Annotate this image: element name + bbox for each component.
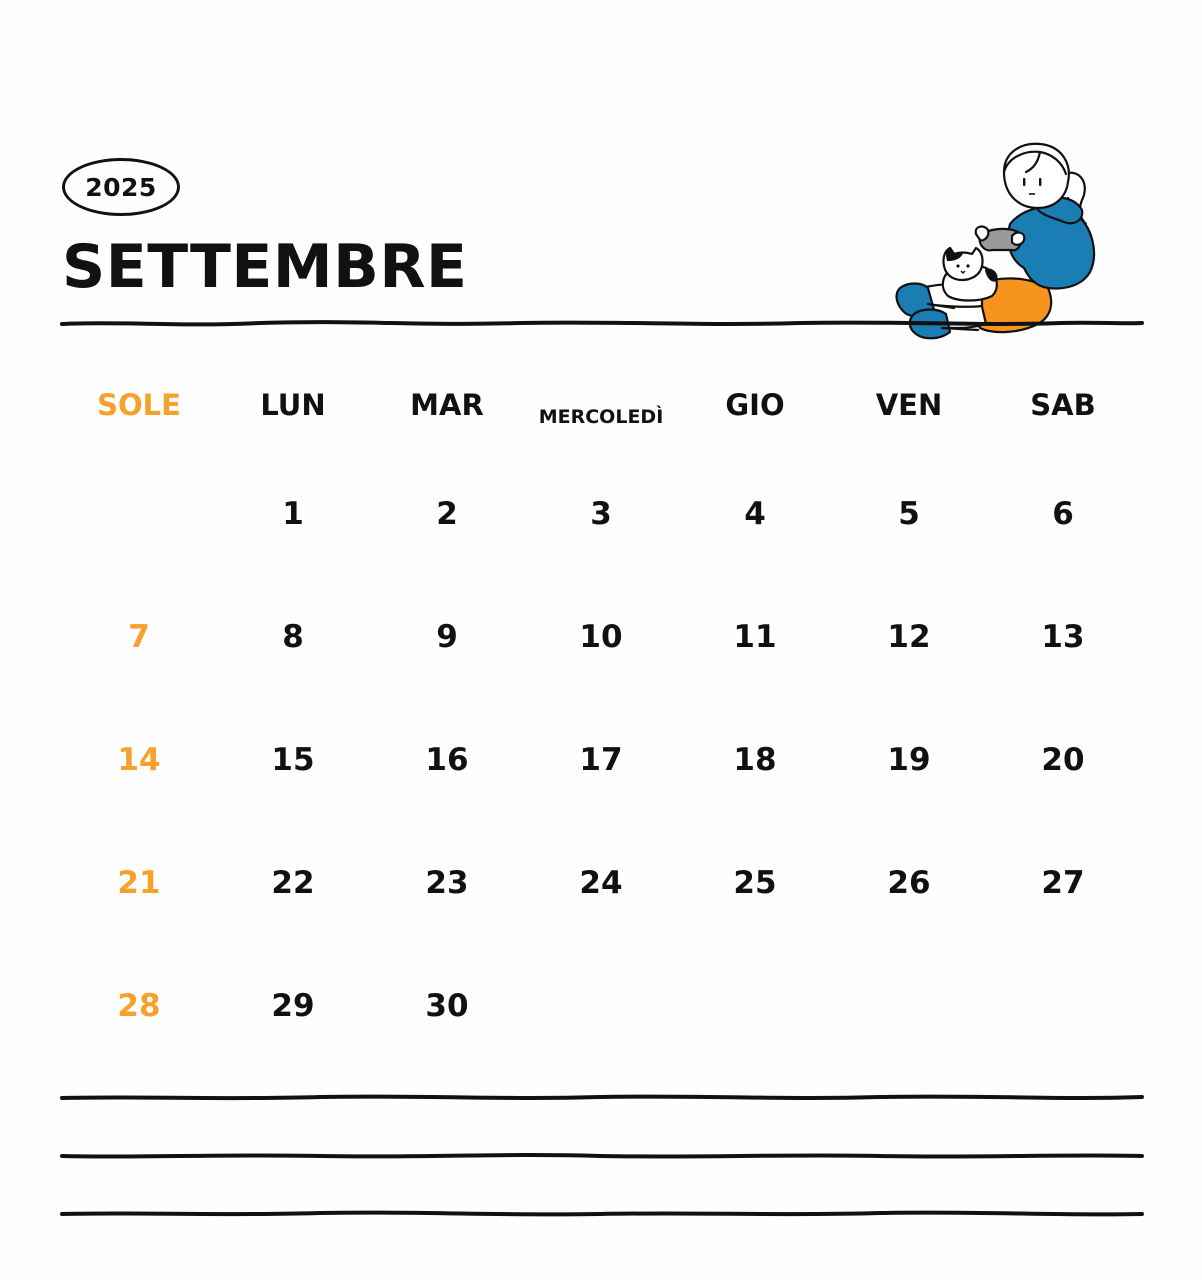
day-cell: 27 [1041,865,1085,901]
day-cell: 6 [1052,496,1074,532]
day-cell [832,977,986,1100]
day-cell: 17 [579,742,623,778]
day-cell [62,485,216,608]
year-badge [62,158,180,216]
day-cell: 1 [282,496,304,532]
day-cell: 11 [733,619,777,655]
weekday-thu: GIO [725,388,785,422]
weekday-sat: SAB [1030,388,1096,422]
day-cell: 25 [733,865,777,901]
weekday-wed: MERCOLEDÌ [538,406,664,428]
day-cell: 9 [436,619,458,655]
day-cell [678,977,832,1100]
top-divider [60,318,1144,330]
day-cell: 7 [128,619,150,655]
day-cell: 10 [579,619,623,655]
weekday-tue: MAR [410,388,484,422]
day-cell: 19 [887,742,931,778]
day-cell: 5 [898,496,920,532]
day-cell: 8 [282,619,304,655]
day-cell: 2 [436,496,458,532]
weekday-sun: SOLE [97,388,181,422]
day-cell: 22 [271,865,315,901]
day-cell: 30 [425,988,469,1024]
day-cell: 29 [271,988,315,1024]
day-cell [524,977,678,1100]
girl-with-cat-icon [868,138,1100,346]
weekday-header-row [62,382,1140,426]
weekday-mon: LUN [260,388,326,422]
day-cell [986,977,1140,1100]
month-title: SETTEMBRE [62,232,468,302]
note-line [60,1092,1144,1104]
day-cell: 18 [733,742,777,778]
day-cell: 23 [425,865,469,901]
day-cell: 16 [425,742,469,778]
note-line [60,1208,1144,1220]
day-cell: 24 [579,865,623,901]
year-label: 2025 [85,172,157,202]
day-cell: 13 [1041,619,1085,655]
day-cell: 14 [117,742,161,778]
note-line [60,1150,1144,1162]
day-cell: 3 [590,496,612,532]
day-cell: 15 [271,742,315,778]
day-cell: 12 [887,619,931,655]
day-cell: 28 [117,988,161,1024]
day-cell: 20 [1041,742,1085,778]
calendar-grid [62,485,1140,1100]
day-cell: 4 [744,496,766,532]
weekday-fri: VEN [875,388,943,422]
day-cell: 26 [887,865,931,901]
day-cell: 21 [117,865,161,901]
